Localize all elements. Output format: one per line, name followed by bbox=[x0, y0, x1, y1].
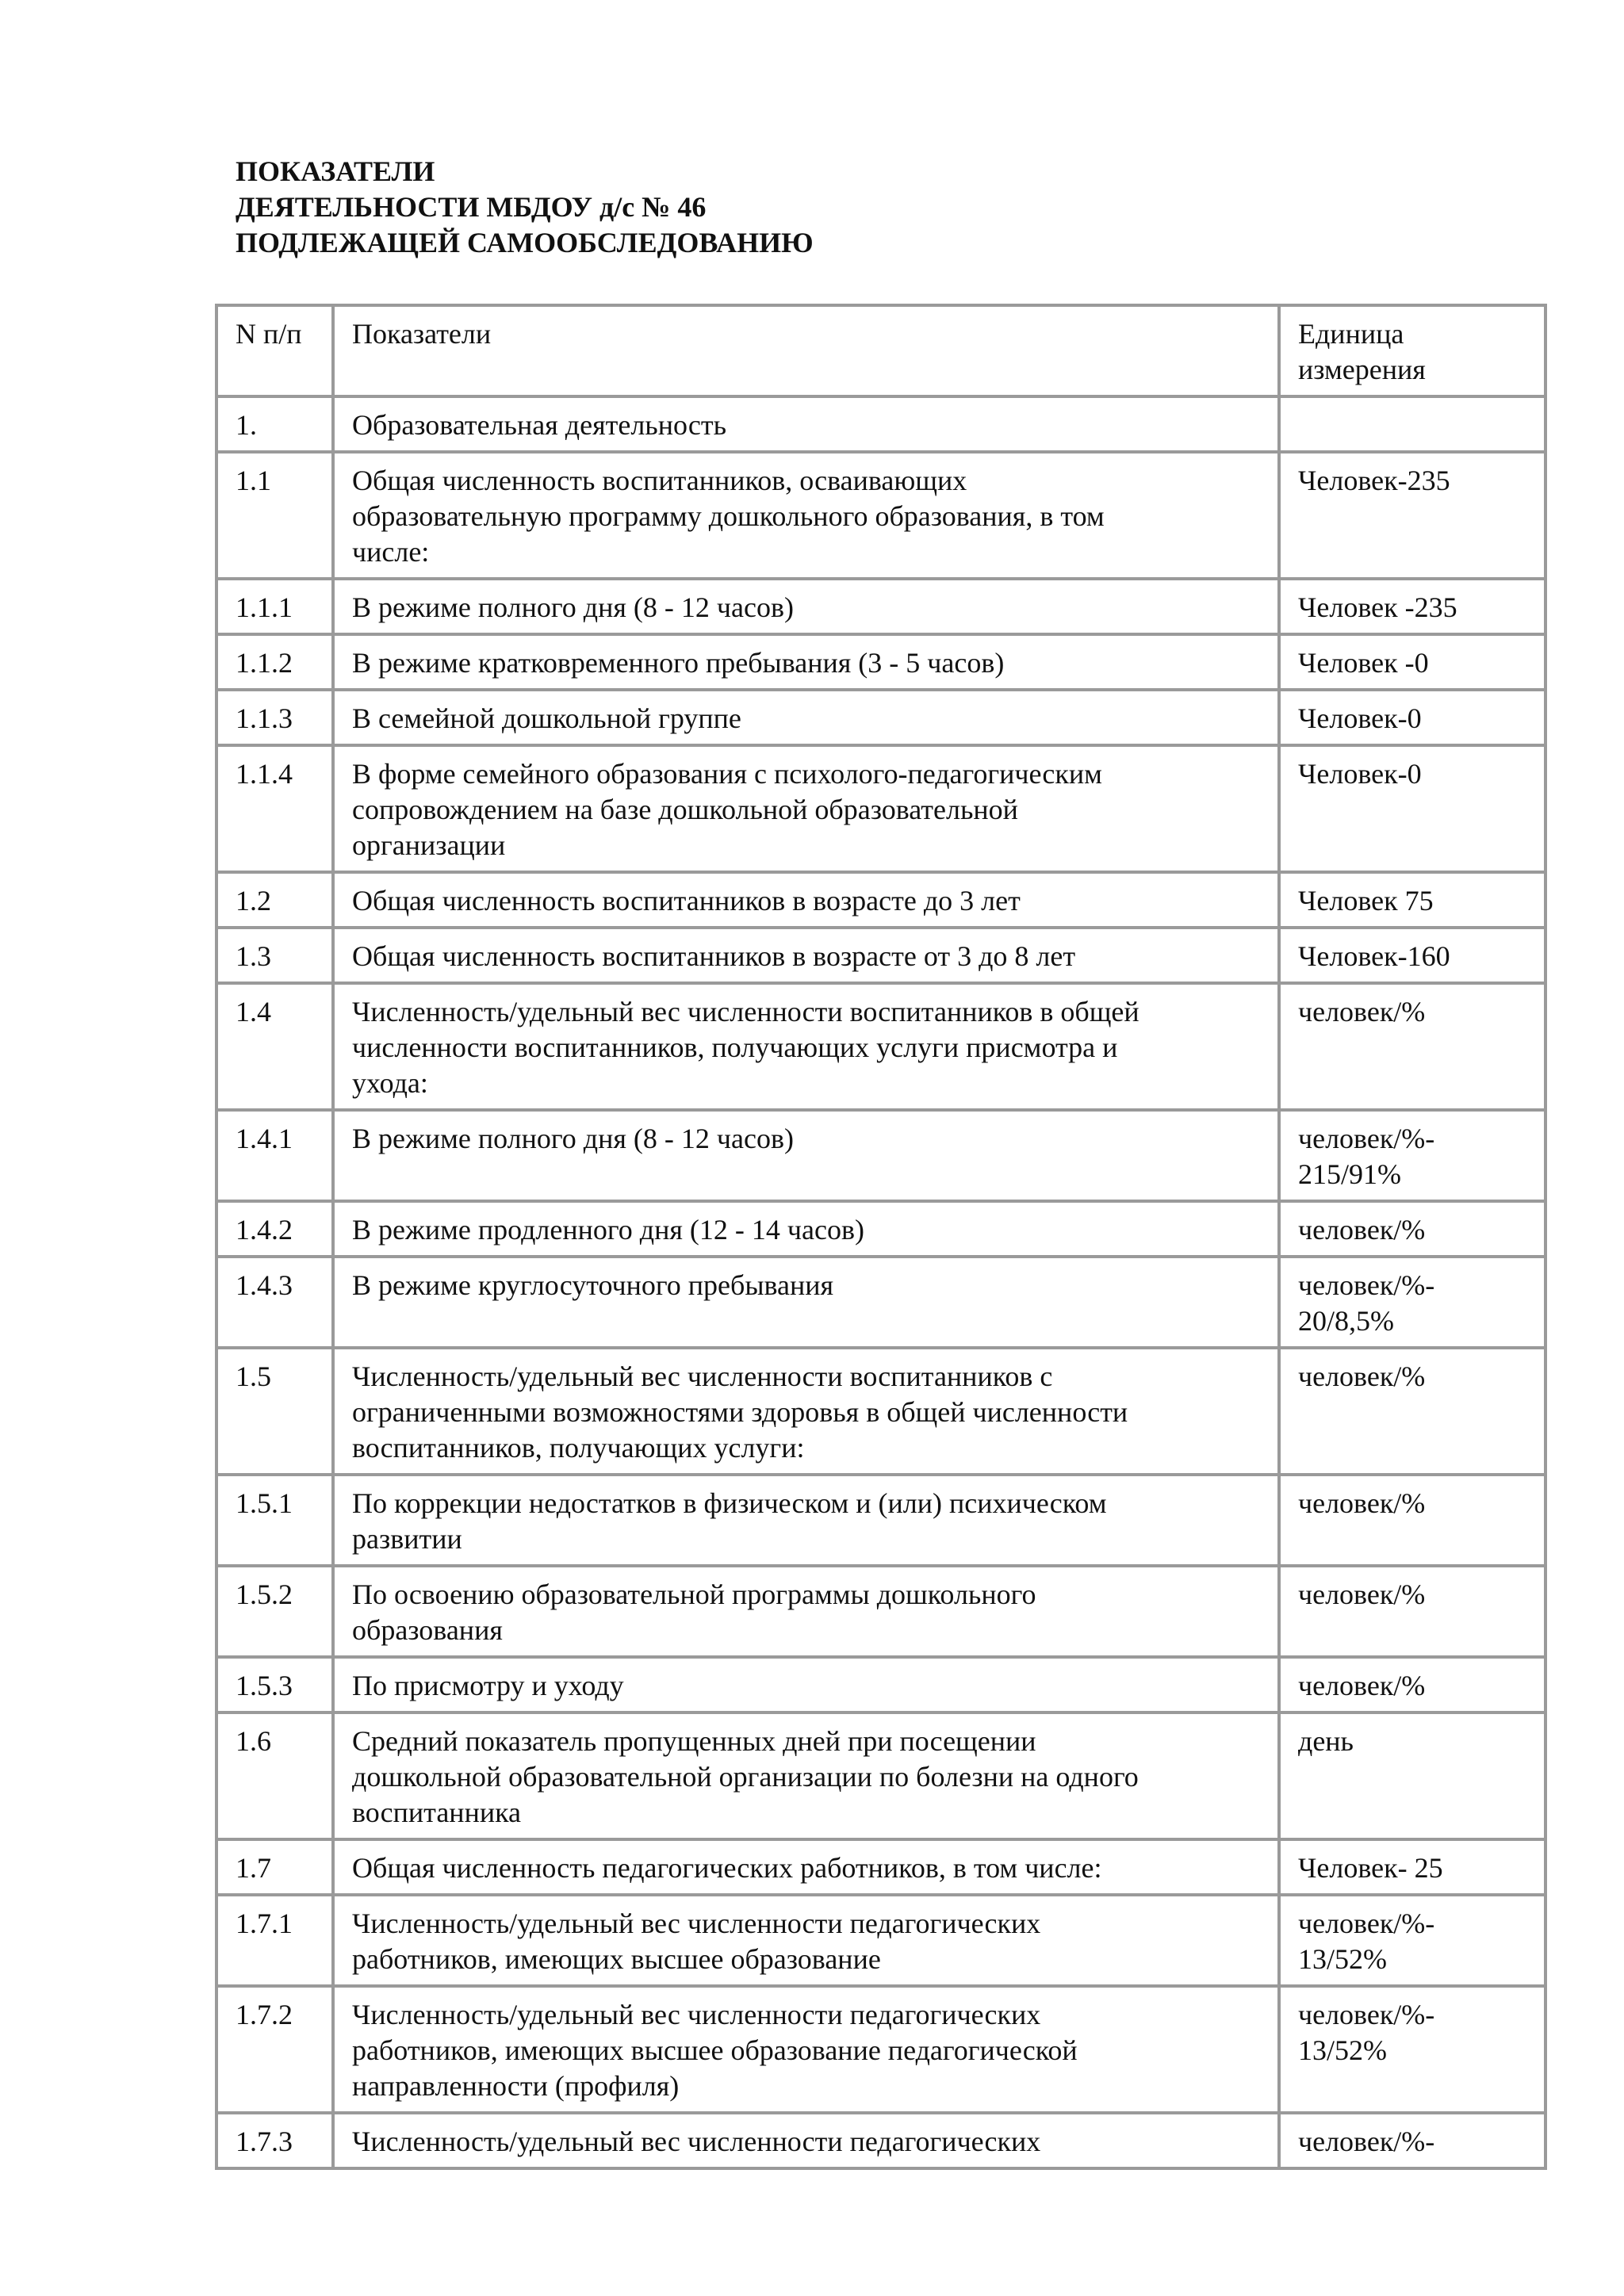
unit-text-line: Человек -0 bbox=[1298, 647, 1429, 679]
row-number: 1. bbox=[216, 396, 333, 452]
table-row bbox=[216, 928, 1545, 983]
indicator-text-line: Общая численность воспитанников в возрасте от 3 до 8 лет bbox=[352, 940, 1076, 972]
table-row bbox=[216, 452, 1545, 579]
row-number: 1.5.3 bbox=[216, 1657, 333, 1712]
indicator-text-line: Численность/удельный вес численности педагогических bbox=[352, 2126, 1041, 2157]
indicator-text-line: Численность/удельный вес численности педагогических bbox=[352, 1908, 1041, 1939]
indicator-text-line: числе: bbox=[352, 536, 430, 568]
table-row bbox=[216, 690, 1545, 745]
unit-text-line: 13/52% bbox=[1298, 2034, 1387, 2066]
row-unit bbox=[1279, 1110, 1545, 1201]
row-indicator bbox=[333, 1566, 1279, 1657]
unit-text-line: 215/91% bbox=[1298, 1158, 1401, 1190]
header-indicator: Показатели bbox=[333, 305, 1279, 396]
row-indicator bbox=[333, 872, 1279, 928]
indicator-text-line: воспитанников, получающих услуги: bbox=[352, 1432, 805, 1464]
heading-line-3: ПОДЛЕЖАЩЕЙ САМООБСЛЕДОВАНИЮ bbox=[236, 227, 814, 258]
table-row bbox=[216, 1712, 1545, 1839]
header-unit-line: измерения bbox=[1298, 354, 1426, 385]
indicator-text-line: Общая численность воспитанников, осваивающих bbox=[352, 465, 967, 496]
indicator-text-line: организации bbox=[352, 829, 506, 861]
row-unit bbox=[1279, 983, 1545, 1110]
indicator-text-line: По освоению образовательной программы дошкольного bbox=[352, 1578, 1036, 1610]
indicator-text-line: образования bbox=[352, 1614, 503, 1646]
row-unit bbox=[1279, 745, 1545, 872]
unit-text-line: Человек- 25 bbox=[1298, 1852, 1443, 1884]
row-unit bbox=[1279, 1348, 1545, 1475]
row-indicator bbox=[333, 1986, 1279, 2113]
unit-text-line: Человек-0 bbox=[1298, 758, 1422, 790]
row-indicator bbox=[333, 928, 1279, 983]
row-number: 1.1 bbox=[216, 452, 333, 579]
row-number: 1.6 bbox=[216, 1712, 333, 1839]
indicator-text-line: направленности (профиля) bbox=[352, 2070, 680, 2102]
row-indicator bbox=[333, 1712, 1279, 1839]
table-row bbox=[216, 1110, 1545, 1201]
indicator-text-line: дошкольной образовательной организации по болезни на одного bbox=[352, 1761, 1139, 1793]
indicator-text-line: Численность/удельный вес численности педагогических bbox=[352, 1999, 1041, 2030]
row-indicator bbox=[333, 1348, 1279, 1475]
unit-text-line: Человек-0 bbox=[1298, 702, 1422, 734]
row-indicator bbox=[333, 1657, 1279, 1712]
indicator-text-line: В режиме полного дня (8 - 12 часов) bbox=[352, 591, 794, 623]
row-indicator bbox=[333, 1839, 1279, 1895]
indicator-text-line: Средний показатель пропущенных дней при посещении bbox=[352, 1725, 1036, 1757]
row-indicator bbox=[333, 983, 1279, 1110]
row-number: 1.7.1 bbox=[216, 1895, 333, 1986]
row-unit bbox=[1279, 1895, 1545, 1986]
indicator-text-line: Общая численность педагогических работников, в том числе: bbox=[352, 1852, 1102, 1884]
row-number: 1.1.3 bbox=[216, 690, 333, 745]
unit-text-line: Человек-160 bbox=[1298, 940, 1450, 972]
indicator-text-line: работников, имеющих высшее образование bbox=[352, 1943, 881, 1975]
indicator-text-line: Численность/удельный вес численности воспитанников с bbox=[352, 1360, 1053, 1392]
row-number: 1.4.1 bbox=[216, 1110, 333, 1201]
row-indicator bbox=[333, 2113, 1279, 2168]
row-unit bbox=[1279, 1657, 1545, 1712]
row-unit bbox=[1279, 634, 1545, 690]
indicator-text-line: образовательную программу дошкольного образования, в том bbox=[352, 500, 1105, 532]
table-row bbox=[216, 1839, 1545, 1895]
heading-line-1: ПОКАЗАТЕЛИ bbox=[236, 155, 435, 187]
row-indicator bbox=[333, 1895, 1279, 1986]
indicator-text-line: В семейной дошкольной группе bbox=[352, 702, 741, 734]
row-indicator bbox=[333, 579, 1279, 634]
table-row bbox=[216, 1201, 1545, 1257]
row-unit bbox=[1279, 928, 1545, 983]
unit-text-line: человек/%- bbox=[1298, 1123, 1435, 1154]
unit-text-line: человек/%- bbox=[1298, 2126, 1435, 2157]
unit-text-line: человек/% bbox=[1298, 1578, 1426, 1610]
indicator-text-line: По присмотру и уходу bbox=[352, 1670, 624, 1701]
row-indicator bbox=[333, 1110, 1279, 1201]
indicator-text-line: В форме семейного образования с психолого-педагогическим bbox=[352, 758, 1102, 790]
row-unit bbox=[1279, 1566, 1545, 1657]
row-indicator bbox=[333, 1257, 1279, 1348]
unit-text-line: человек/% bbox=[1298, 996, 1426, 1027]
row-number: 1.1.4 bbox=[216, 745, 333, 872]
row-number: 1.1.1 bbox=[216, 579, 333, 634]
row-number: 1.7.3 bbox=[216, 2113, 333, 2168]
heading-line-2: ДЕЯТЕЛЬНОСТИ МБДОУ д/с № 46 bbox=[236, 191, 707, 223]
indicator-text-line: развитии bbox=[352, 1523, 462, 1555]
row-unit bbox=[1279, 452, 1545, 579]
indicator-text-line: В режиме полного дня (8 - 12 часов) bbox=[352, 1123, 794, 1154]
row-unit bbox=[1279, 1475, 1545, 1566]
row-indicator bbox=[333, 745, 1279, 872]
unit-text-line: человек/% bbox=[1298, 1360, 1426, 1392]
table-row bbox=[216, 1475, 1545, 1566]
unit-text-line: человек/% bbox=[1298, 1487, 1426, 1519]
table-row bbox=[216, 983, 1545, 1110]
indicator-text-line: Образовательная деятельность bbox=[352, 409, 727, 441]
row-unit bbox=[1279, 1712, 1545, 1839]
indicator-text-line: ухода: bbox=[352, 1067, 428, 1099]
row-number: 1.5.1 bbox=[216, 1475, 333, 1566]
row-unit bbox=[1279, 690, 1545, 745]
unit-text-line: Человек 75 bbox=[1298, 885, 1434, 916]
table-row bbox=[216, 634, 1545, 690]
row-number: 1.5 bbox=[216, 1348, 333, 1475]
header-unit-line: Единица bbox=[1298, 318, 1404, 350]
row-number: 1.7 bbox=[216, 1839, 333, 1895]
row-number: 1.4 bbox=[216, 983, 333, 1110]
indicator-text-line: Общая численность воспитанников в возрасте до 3 лет bbox=[352, 885, 1021, 916]
table-row bbox=[216, 1348, 1545, 1475]
unit-text-line: 13/52% bbox=[1298, 1943, 1387, 1975]
table-row bbox=[216, 396, 1545, 452]
table-row bbox=[216, 1657, 1545, 1712]
unit-text-line: Человек-235 bbox=[1298, 465, 1450, 496]
table-row bbox=[216, 1566, 1545, 1657]
row-unit bbox=[1279, 1839, 1545, 1895]
row-number: 1.7.2 bbox=[216, 1986, 333, 2113]
unit-text-line: человек/% bbox=[1298, 1670, 1426, 1701]
table-row bbox=[216, 579, 1545, 634]
header-unit bbox=[1279, 305, 1545, 396]
row-indicator bbox=[333, 396, 1279, 452]
row-indicator bbox=[333, 1201, 1279, 1257]
row-number: 1.3 bbox=[216, 928, 333, 983]
row-unit bbox=[1279, 579, 1545, 634]
row-indicator bbox=[333, 1475, 1279, 1566]
indicator-text-line: сопровождением на базе дошкольной образовательной bbox=[352, 794, 1018, 825]
table-row bbox=[216, 872, 1545, 928]
indicator-text-line: численности воспитанников, получающих услуги присмотра и bbox=[352, 1031, 1118, 1063]
unit-text-line: человек/%- bbox=[1298, 1999, 1435, 2030]
row-number: 1.4.2 bbox=[216, 1201, 333, 1257]
header-number: N п/п bbox=[216, 305, 333, 396]
row-unit bbox=[1279, 1201, 1545, 1257]
indicators-table bbox=[215, 304, 1547, 2170]
row-unit bbox=[1279, 1257, 1545, 1348]
unit-text-line: день bbox=[1298, 1725, 1354, 1757]
indicator-text-line: В режиме продленного дня (12 - 14 часов) bbox=[352, 1214, 864, 1246]
unit-text-line: человек/% bbox=[1298, 1214, 1426, 1246]
row-indicator bbox=[333, 452, 1279, 579]
indicator-text-line: воспитанника bbox=[352, 1797, 522, 1828]
indicator-text-line: По коррекции недостатков в физическом и (или) психическом bbox=[352, 1487, 1107, 1519]
row-unit bbox=[1279, 1986, 1545, 2113]
table-row bbox=[216, 745, 1545, 872]
row-indicator bbox=[333, 634, 1279, 690]
table-header-row bbox=[216, 305, 1545, 396]
unit-text-line: 20/8,5% bbox=[1298, 1305, 1394, 1337]
row-unit bbox=[1279, 872, 1545, 928]
row-number: 1.2 bbox=[216, 872, 333, 928]
indicator-text-line: В режиме кратковременного пребывания (3 - 5 часов) bbox=[352, 647, 1005, 679]
table-body bbox=[216, 396, 1545, 2168]
row-number: 1.5.2 bbox=[216, 1566, 333, 1657]
unit-text-line: человек/%- bbox=[1298, 1908, 1435, 1939]
table-row bbox=[216, 2113, 1545, 2168]
indicator-text-line: работников, имеющих высшее образование педагогической bbox=[352, 2034, 1078, 2066]
unit-text-line: человек/%- bbox=[1298, 1269, 1435, 1301]
row-unit bbox=[1279, 396, 1545, 452]
indicator-text-line: Численность/удельный вес численности воспитанников в общей bbox=[352, 996, 1139, 1027]
row-unit bbox=[1279, 2113, 1545, 2168]
indicator-text-line: ограниченными возможностями здоровья в общей численности bbox=[352, 1396, 1128, 1428]
indicator-text-line: В режиме круглосуточного пребывания bbox=[352, 1269, 834, 1301]
row-number: 1.1.2 bbox=[216, 634, 333, 690]
table-row bbox=[216, 1986, 1545, 2113]
row-indicator bbox=[333, 690, 1279, 745]
table-row bbox=[216, 1895, 1545, 1986]
unit-text-line: Человек -235 bbox=[1298, 591, 1457, 623]
document-heading bbox=[236, 154, 814, 261]
row-number: 1.4.3 bbox=[216, 1257, 333, 1348]
table-row bbox=[216, 1257, 1545, 1348]
